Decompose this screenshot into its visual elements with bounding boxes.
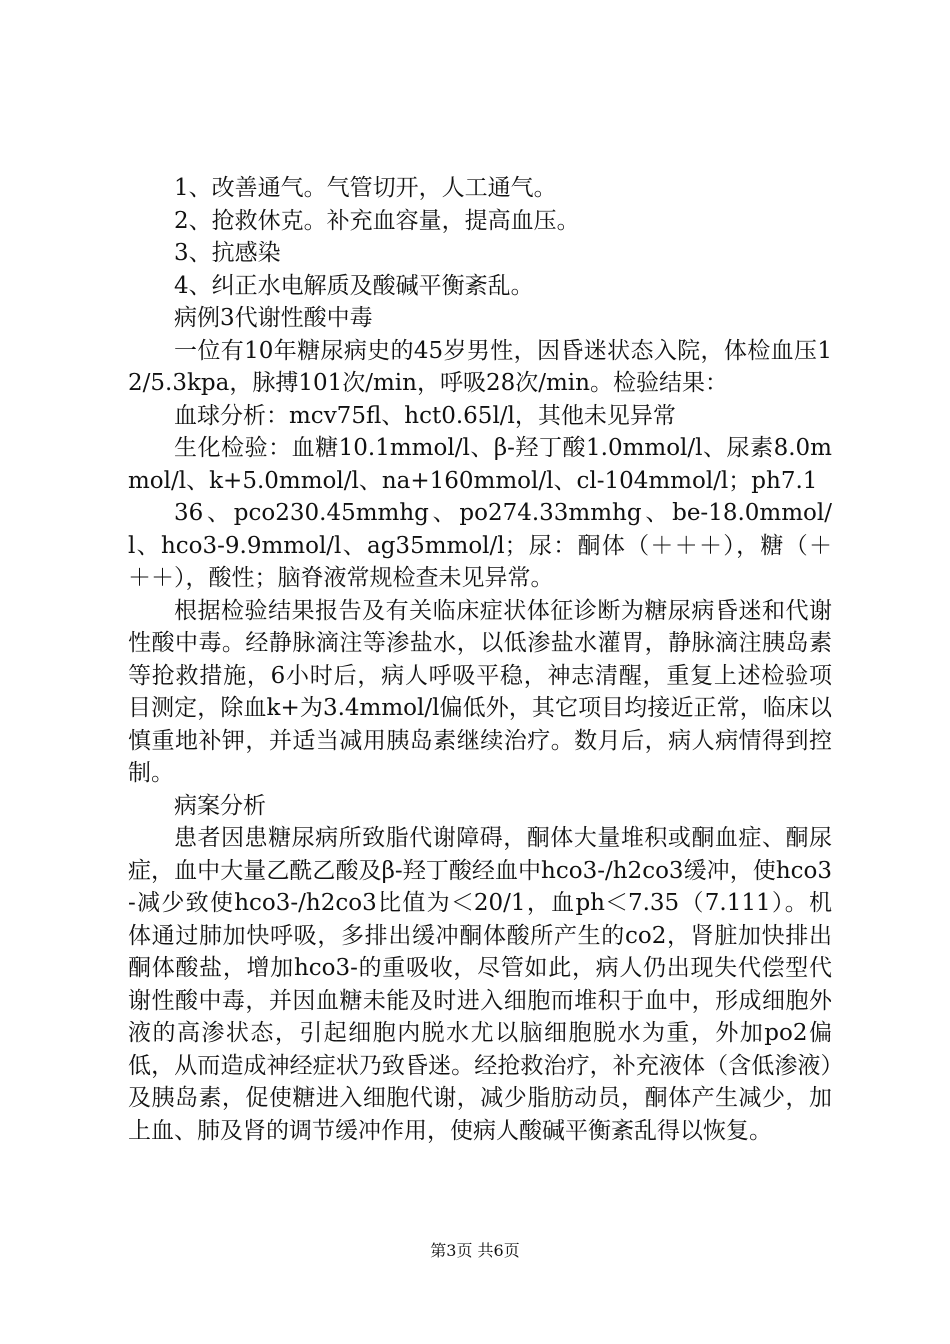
list-item-shock: 2、抢救休克。补充血容量，提高血压。 bbox=[174, 207, 580, 234]
case-intro-paragraph: 一位有10年糖尿病史的45岁男性，因昏迷状态入院，体检血压12/5.3kpa，脉搏101次/min，呼吸28次/min。检验结果： bbox=[128, 337, 832, 396]
biochem-paragraph-part2: 36、pco230.45mmhg、po274.33mmhg、be-18.0mmol/l、hco3-9.9mmol/l、ag35mmol/l；尿：酮体（＋＋＋），糖（＋＋＋），酸性；脑脊液常规检查未见异常。 bbox=[128, 500, 832, 591]
list-item-ventilation: 1、改善通气。气管切开，人工通气。 bbox=[174, 175, 557, 201]
case-heading: 病例3代谢性酸中毒 bbox=[174, 305, 373, 331]
page-number: 第3页 共6页 bbox=[430, 1241, 520, 1260]
analysis-heading: 病案分析 bbox=[174, 792, 266, 819]
biochem-paragraph-part1: 生化检验：血糖10.1mmol/l、β-羟丁酸1.0mmol/l、尿素8.0mmol/l、k+5.0mmol/l、na+160mmol/l、cl-104mmol/l；ph7.1 bbox=[128, 435, 832, 494]
page-footer bbox=[0, 1241, 950, 1261]
diagnosis-paragraph: 根据检验结果报告及有关临床症状体征诊断为糖尿病昏迷和代谢性酸中毒。经静脉滴注等渗盐水，以低渗盐水灌胃，静脉滴注胰岛素等抢救措施，6小时后，病人呼吸平稳，神志清醒，重复上述检验项目测定，除血k+为3.4mmol/l偏低外，其它项目均接近正常，临床以慎重地补钾，并适当减用胰岛素继续治疗。数月后，病人病情得到控制。 bbox=[128, 597, 832, 786]
analysis-paragraph: 患者因患糖尿病所致脂代谢障碍，酮体大量堆积或酮血症、酮尿症，血中大量乙酰乙酸及β-羟丁酸经血中hco3-/h2co3缓冲，使hco3-减少致使hco3-/h2co3比值为＜20/1，血ph＜7.35（7.111）。机体通过肺加快呼吸，多排出缓冲酮体酸所产生的co2，肾脏加快排出酮体酸盐，增加hco3-的重吸收，尽管如此，病人仍出现失代偿型代谢性酸中毒，并因血糖未能及时进入细胞而堆积于血中，形成细胞外液的高渗状态，引起细胞内脱水尤以脑细胞脱水为重，外加po2偏低，从而造成神经症状乃致昏迷。经抢救治疗，补充液体（含低渗液）及胰岛素，促使糖进入细胞代谢，减少脂肪动员，酮体产生减少，加上血、肺及肾的调节缓冲作用，使病人酸碱平衡紊乱得以恢复。 bbox=[128, 825, 832, 1144]
list-item-electrolyte: 4、纠正水电解质及酸碱平衡紊乱。 bbox=[174, 272, 534, 299]
document-body bbox=[128, 172, 832, 1147]
blood-analysis-paragraph: 血球分析：mcv75fl、hct0.65l/l，其他未见异常 bbox=[174, 402, 676, 429]
list-item-infection: 3、抗感染 bbox=[174, 240, 281, 266]
